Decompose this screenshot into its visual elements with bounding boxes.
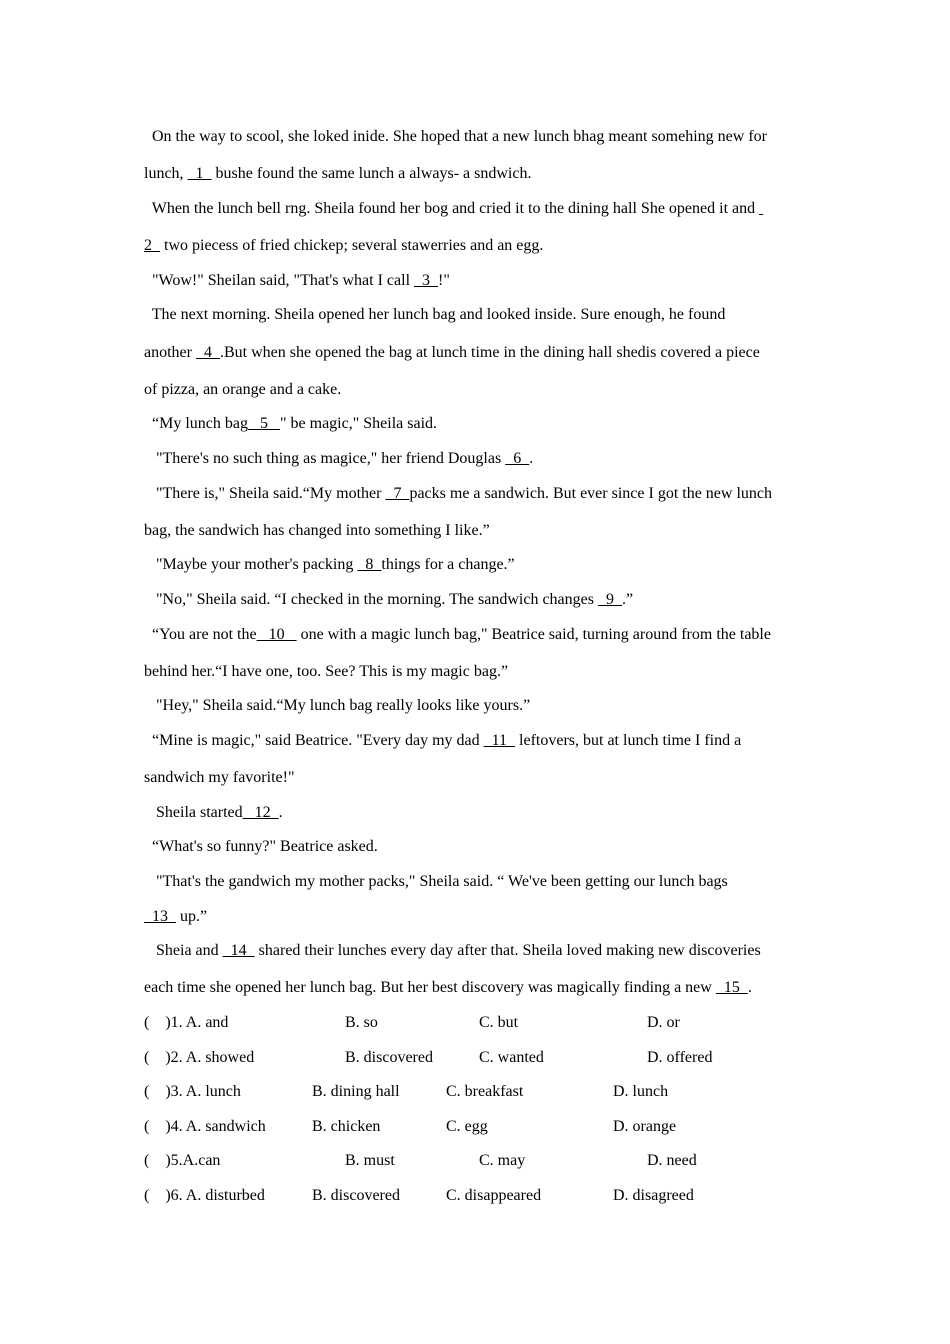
passage-line-24: Sheia and 14 shared their lunches every day after that. Sheila loved making new discoveries [144,942,761,959]
passage-line-13: "Maybe your mother's packing 8 things for a change.” [144,556,515,573]
question-stem: ( )6. A. disturbed [144,1187,265,1204]
passage-line-7: another 4 .But when she opened the bag at lunch time in the dining hall shedis covered a piece [144,344,760,361]
text: On the way to scool, she loked inide. She hoped that a new lunch bhag meant somehing new for [144,128,767,145]
option-b: B. discovered [312,1187,400,1204]
option-d: D. orange [613,1118,677,1135]
passage-line-9: “My lunch bag 5 " be magic," Sheila said. [144,415,438,432]
passage-line-16: behind her.“I have one, too. See? This is my magic bag.” [144,663,509,680]
blank-1: 1 [187,165,212,182]
passage-line-23: 13 up.” [144,908,208,925]
passage-line-12: bag, the sandwich has changed into something I like.” [144,522,490,539]
blank-15: 15 [715,979,748,996]
question-stem: ( )2. A. showed [144,1049,255,1066]
blank-9: 9 [597,591,622,608]
blank-2: 2 [144,237,160,254]
blank-12: 12 [242,804,279,821]
passage-line-11: "There is," Sheila said.“My mother 7 packs me a sandwich. But ever since I got the new lunch [144,485,773,502]
passage-line-22: "That's the gandwich my mother packs," Sheila said. “ We've been getting our lunch bags [144,873,728,890]
option-c: C. may [479,1152,526,1169]
passage-line-6: The next morning. Sheila opened her lunch bag and looked inside. Sure enough, he found [144,306,726,323]
option-d: D. need [647,1152,697,1169]
option-c: C. breakfast [446,1083,524,1100]
question-stem: ( )1. A. and [144,1014,229,1031]
passage-line-25: each time she opened her lunch bag. But her best discovery was magically finding a new 15 . [144,979,752,996]
option-c: C. but [479,1014,519,1031]
option-d: D. disagreed [613,1187,694,1204]
option-d: D. or [647,1014,680,1031]
blank-11: 11 [483,732,516,749]
passage-line-18: “Mine is magic," said Beatrice. "Every day my dad 11 leftovers, but at lunch time I find a [144,732,742,749]
option-b: B. dining hall [312,1083,400,1100]
option-d: D. lunch [613,1083,669,1100]
passage-line-19: sandwich my favorite!" [144,769,295,786]
option-b: B. so [345,1014,378,1031]
passage-line-1 [144,127,767,147]
passage-line-4: 2 two piecess of fried chickep; several stawerries and an egg. [144,237,544,254]
option-b: B. must [345,1152,395,1169]
option-b: B. discovered [345,1049,433,1066]
option-b: B. chicken [312,1118,381,1135]
option-c: C. egg [446,1118,488,1135]
question-stem: ( )3. A. lunch [144,1083,241,1100]
option-d: D. offered [647,1049,713,1066]
question-stem: ( )5.A.can [144,1152,221,1169]
blank-4: 4 [195,344,220,361]
blank-5: 5 [247,415,280,432]
blank-10: 10 [256,626,297,643]
blank-3: 3 [414,272,439,289]
passage-line-2: lunch, 1 bushe found the same lunch a always- a sndwich. [144,165,532,182]
passage-line-3: When the lunch bell rng. Sheila found her bog and cried it to the dining hall She opened it and [144,200,760,217]
passage-line-10: "There's no such thing as magice," her friend Douglas 6 . [144,450,534,467]
passage-line-20: Sheila started 12 . [144,804,283,821]
passage-line-21: “What's so funny?" Beatrice asked. [144,838,378,855]
passage-line-17: "Hey," Sheila said.“My lunch bag really looks like yours.” [144,697,531,714]
passage-line-15: “You are not the 10 one with a magic lunch bag," Beatrice said, turning around from the table [144,626,771,643]
option-c: C. disappeared [446,1187,542,1204]
blank-7: 7 [385,485,410,502]
passage-line-8: of pizza, an orange and a cake. [144,381,342,398]
blank-6: 6 [505,450,530,467]
passage-line-14: "No," Sheila said. “I checked in the morning. The sandwich changes 9 .” [144,591,634,608]
question-stem: ( )4. A. sandwich [144,1118,266,1135]
passage-line-5: "Wow!" Sheilan said, "That's what I call 3 !" [144,272,450,289]
option-c: C. wanted [479,1049,544,1066]
blank-13: 13 [144,908,176,925]
blank-8: 8 [357,556,382,573]
blank-14: 14 [222,942,255,959]
